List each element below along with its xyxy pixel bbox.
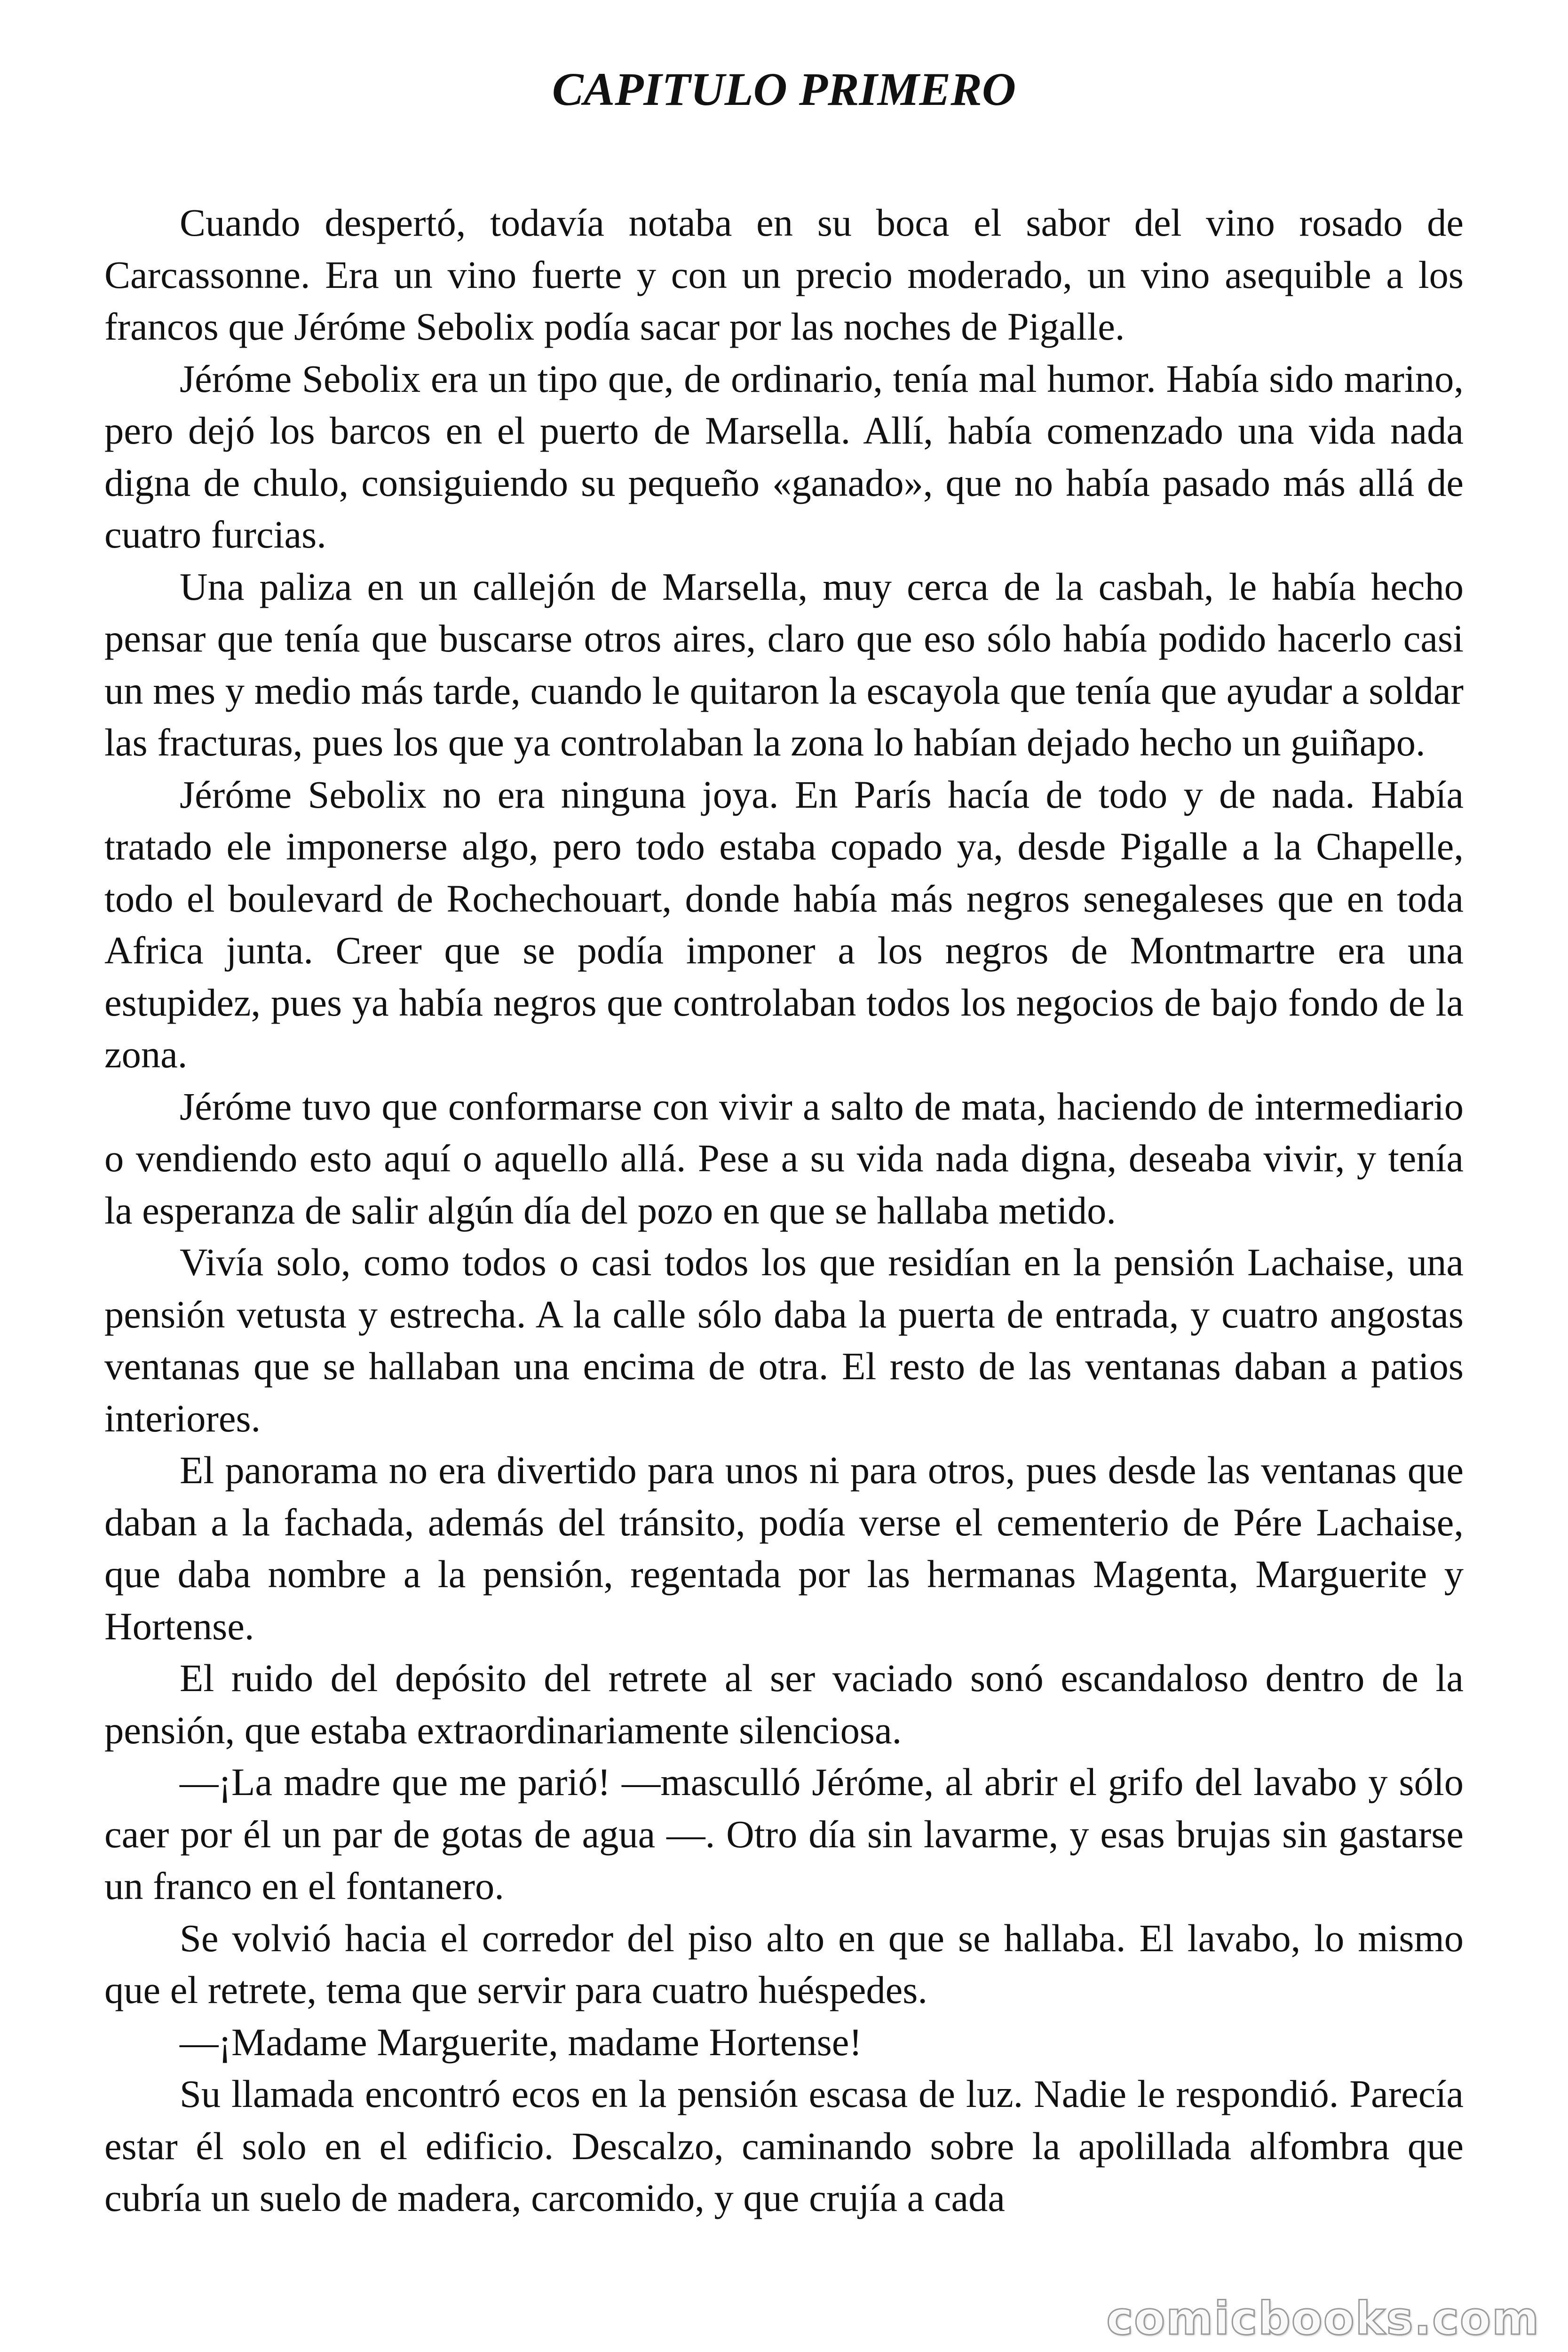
- chapter-title: CAPITULO PRIMERO: [552, 63, 1016, 115]
- paragraph: Cuando despertó, todavía notaba en su boca el sabor del vino rosado de Carcassonne. Era un vino fuerte y con un precio moderado, un vino asequible a los francos que Jéróme Sebolix podía sacar por las noches de Pigalle.: [104, 201, 1464, 348]
- paragraph: —¡La madre que me parió! —masculló Jéróme, al abrir el grifo del lavabo y sólo caer por él un par de gotas de agua —. Otro día sin lavarme, y esas brujas sin gastarse un franco en el fontanero.: [104, 1760, 1464, 1907]
- paragraph: Jéróme Sebolix era un tipo que, de ordinario, tenía mal humor. Había sido marino, pero dejó los barcos en el puerto de Marsella. Allí, había comenzado una vida nada digna de chulo, consiguiendo su pequeño «ganado», que no había pasado más allá de cuatro furcias.: [104, 357, 1464, 556]
- watermark: comicbooks.com: [1106, 2292, 1540, 2345]
- paragraph: Su llamada encontró ecos en la pensión escasa de luz. Nadie le respondió. Parecía estar él solo en el edificio. Descalzo, caminando sobre la apolillada alfombra que cubría un suelo de madera, carcomido, y que crujía a cada: [104, 2072, 1464, 2219]
- paragraph: Jéróme Sebolix no era ninguna joya. En París hacía de todo y de nada. Había tratado ele imponerse algo, pero todo estaba copado ya, desde Pigalle a la Chapelle, todo el boulevard de Rochechouart, donde había más negros senegaleses que en toda Africa junta. Creer que se podía imponer a los negros de Montmartre era una estupidez, pues ya había negros que controlaban todos los negocios de bajo fondo de la zona.: [104, 772, 1464, 1076]
- paragraph: Vivía solo, como todos o casi todos los que residían en la pensión Lachaise, una pensión vetusta y estrecha. A la calle sólo daba la puerta de entrada, y cuatro angostas ventanas que se hallaban una encima de otra. El resto de las ventanas daban a patios interiores.: [104, 1240, 1464, 1440]
- paragraph: Jéróme tuvo que conformarse con vivir a salto de mata, haciendo de intermediario o vendiendo esto aquí o aquello allá. Pese a su vida nada digna, deseaba vivir, y tenía la esperanza de salir algún día del pozo en que se hallaba metido.: [104, 1084, 1464, 1232]
- body-text: [104, 197, 1464, 2224]
- paragraph: —¡Madame Marguerite, madame Hortense!: [180, 2020, 862, 2064]
- paragraph: El panorama no era divertido para unos ni para otros, pues desde las ventanas que daban a la fachada, además del tránsito, podía verse el cementerio de Pére Lachaise, que daba nombre a la pensión, regentada por las hermanas Magenta, Marguerite y Hortense.: [104, 1448, 1464, 1648]
- paragraph: El ruido del depósito del retrete al ser vaciado sonó escandaloso dentro de la pensión, que estaba extraordinariamente silenciosa.: [104, 1656, 1464, 1752]
- paragraph: Una paliza en un callejón de Marsella, muy cerca de la casbah, le había hecho pensar que tenía que buscarse otros aires, claro que eso sólo había podido hacerlo casi un mes y medio más tarde, cuando le quitaron la escayola que tenía que ayudar a soldar las fracturas, pues los que ya controlaban la zona lo habían dejado hecho un guiñapo.: [104, 564, 1464, 764]
- paragraph: Se volvió hacia el corredor del piso alto en que se hallaba. El lavabo, lo mismo que el retrete, tema que servir para cuatro huéspedes.: [104, 1916, 1464, 2011]
